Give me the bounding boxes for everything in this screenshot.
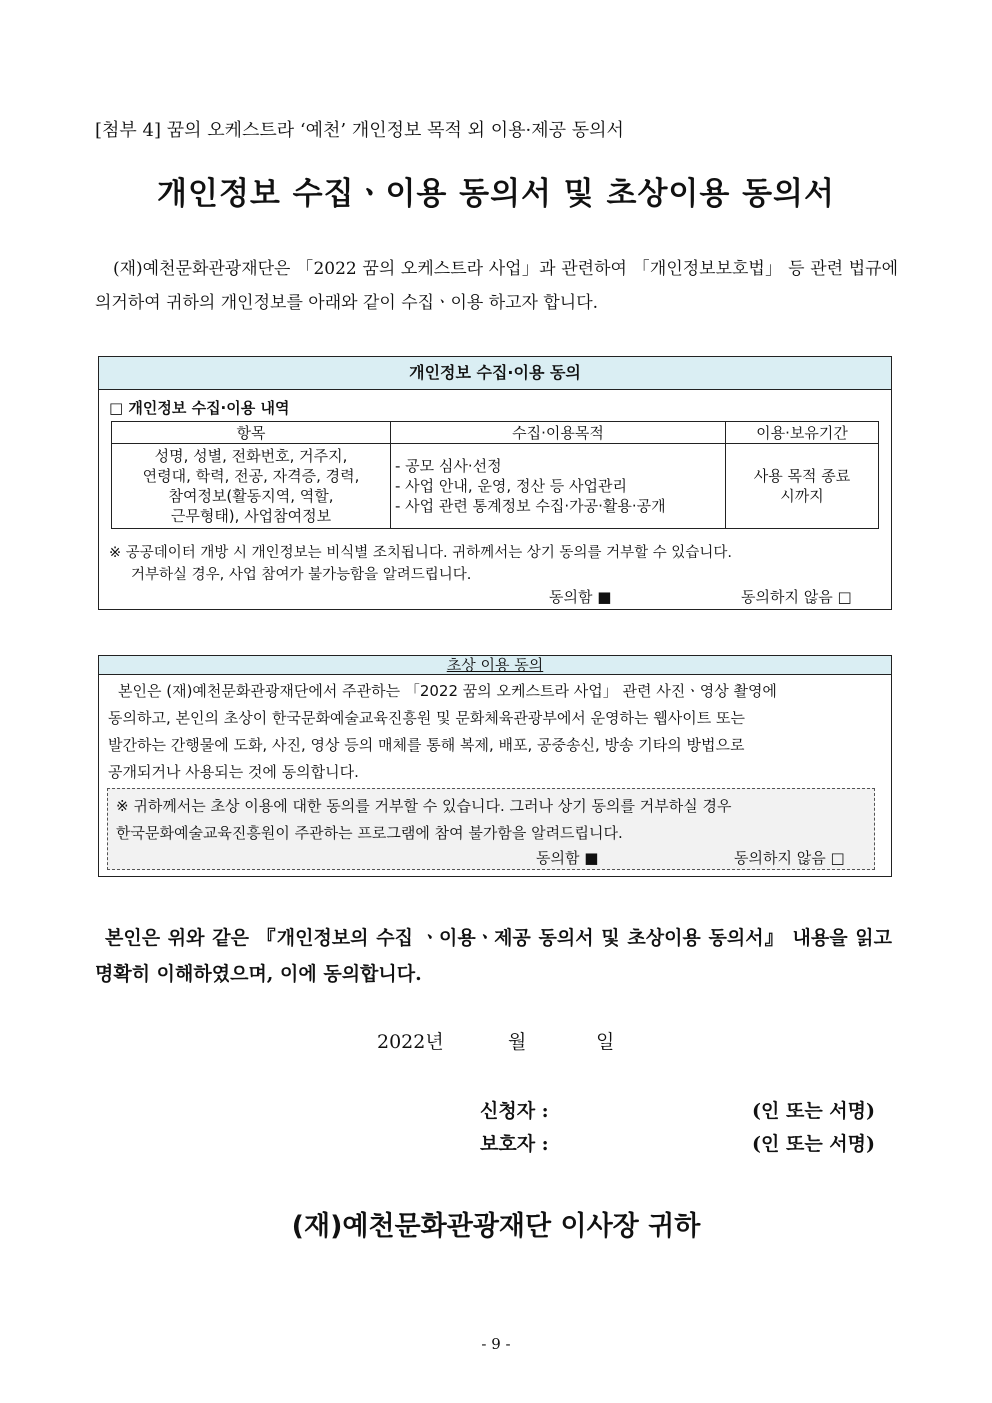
privacy-agree-checkbox[interactable]: 동의함 ■ (549, 588, 612, 606)
attachment-title: [첨부 4] 꿈의 오케스트라 ‘예천’ 개인정보 목적 외 이용·제공 동의서 (95, 120, 624, 141)
items-line: 참여정보(활동지역, 역할, (168, 487, 334, 505)
portrait-consent-header: 초상 이용 동의 (99, 656, 891, 675)
retention-cell (726, 444, 879, 529)
applicant-seal-field[interactable]: (인 또는 서명) (752, 1100, 875, 1122)
date-month: 월 (508, 1031, 527, 1053)
purpose-cell (391, 444, 726, 529)
items-line: 연령대, 학력, 전공, 자격증, 경력, (142, 467, 360, 485)
date-day: 일 (596, 1031, 615, 1053)
privacy-subheading: □ 개인정보 수집·이용 내역 (109, 399, 290, 417)
portrait-body-line: 발간하는 간행물에 도화, 사진, 영상 등의 매체를 통해 복제, 배포, 공중송신, 방송 기타의 방법으로 (108, 736, 745, 754)
declaration-text: 본인은 위와 같은 『개인정보의 수집 ㆍ이용ㆍ제공 동의서 및 초상이용 동의서』 내용을 읽고 명확히 이해하였으며, 이에 동의합니다. (95, 927, 892, 985)
privacy-disagree-checkbox[interactable]: 동의하지 않음 □ (741, 588, 852, 606)
intro-paragraph: (재)예천문화관광재단은 「2022 꿈의 오케스트라 사업」과 관련하여 「개인정보보호법」 등 관련 법규에 의거하여 귀하의 개인정보를 아래와 같이 수집ㆍ이용 하고자 합니다. (95, 259, 898, 313)
date-year: 2022년 (377, 1031, 444, 1053)
portrait-body-line: 동의하고, 본인의 초상이 한국문화예술교육진흥원 및 문화체육관광부에서 운영하는 웹사이트 또는 (108, 709, 746, 727)
portrait-disagree-checkbox[interactable]: 동의하지 않음 □ (734, 849, 845, 867)
portrait-note-line: 한국문화예술교육진흥원이 주관하는 프로그램에 참여 불가함을 알려드립니다. (116, 824, 623, 842)
portrait-consent-box (98, 655, 892, 877)
privacy-consent-box (98, 356, 892, 610)
column-header-items: 항목 (112, 422, 391, 444)
guardian-label: 보호자 : (480, 1133, 549, 1155)
table-row (112, 444, 879, 529)
privacy-note-line: 거부하실 경우, 사업 참여가 불가능함을 알려드립니다. (131, 567, 472, 583)
column-header-purpose: 수집·이용목적 (391, 422, 726, 444)
portrait-note-line: ※ 귀하께서는 초상 이용에 대한 동의를 거부할 수 있습니다. 그러나 상기 동의를 거부하실 경우 (116, 797, 732, 815)
purpose-line: - 사업 관련 통계정보 수집·가공·활용·공개 (395, 497, 666, 515)
purpose-line: - 공모 심사·선정 (395, 457, 502, 475)
portrait-note (116, 793, 866, 847)
purpose-line: - 사업 안내, 운영, 정산 등 사업관리 (395, 477, 627, 495)
portrait-consent-body (108, 678, 884, 786)
page-title: 개인정보 수집ㆍ이용 동의서 및 초상이용 동의서 (157, 176, 835, 212)
items-cell (112, 444, 391, 529)
portrait-agree-checkbox[interactable]: 동의함 ■ (536, 849, 599, 867)
portrait-body-line: 본인은 (재)예천문화관광재단에서 주관하는 「2022 꿈의 오케스트라 사업」 관련 사진ㆍ영상 촬영에 (118, 682, 777, 700)
portrait-note-box (107, 788, 875, 870)
column-header-retention: 이용·보유기간 (726, 422, 879, 444)
items-line: 성명, 성별, 전화번호, 거주지, (154, 447, 348, 465)
guardian-seal-field[interactable]: (인 또는 서명) (752, 1133, 875, 1155)
retention-line: 시까지 (780, 487, 824, 505)
retention-line: 사용 목적 종료 (753, 467, 851, 485)
items-line: 근무형태), 사업참여정보 (170, 507, 332, 525)
privacy-consent-header: 개인정보 수집·이용 동의 (99, 357, 891, 390)
table-header-row (112, 422, 879, 444)
portrait-body-line: 공개되거나 사용되는 것에 동의합니다. (108, 763, 359, 781)
privacy-note (109, 542, 881, 586)
privacy-table (111, 421, 879, 529)
applicant-label: 신청자 : (480, 1100, 549, 1122)
addressee: (재)예천문화관광재단 이사장 귀하 (291, 1211, 701, 1242)
page-number: - 9 - (481, 1335, 511, 1353)
privacy-note-line: ※ 공공데이터 개방 시 개인정보는 비식별 조치됩니다. 귀하께서는 상기 동의를 거부할 수 있습니다. (109, 545, 732, 561)
